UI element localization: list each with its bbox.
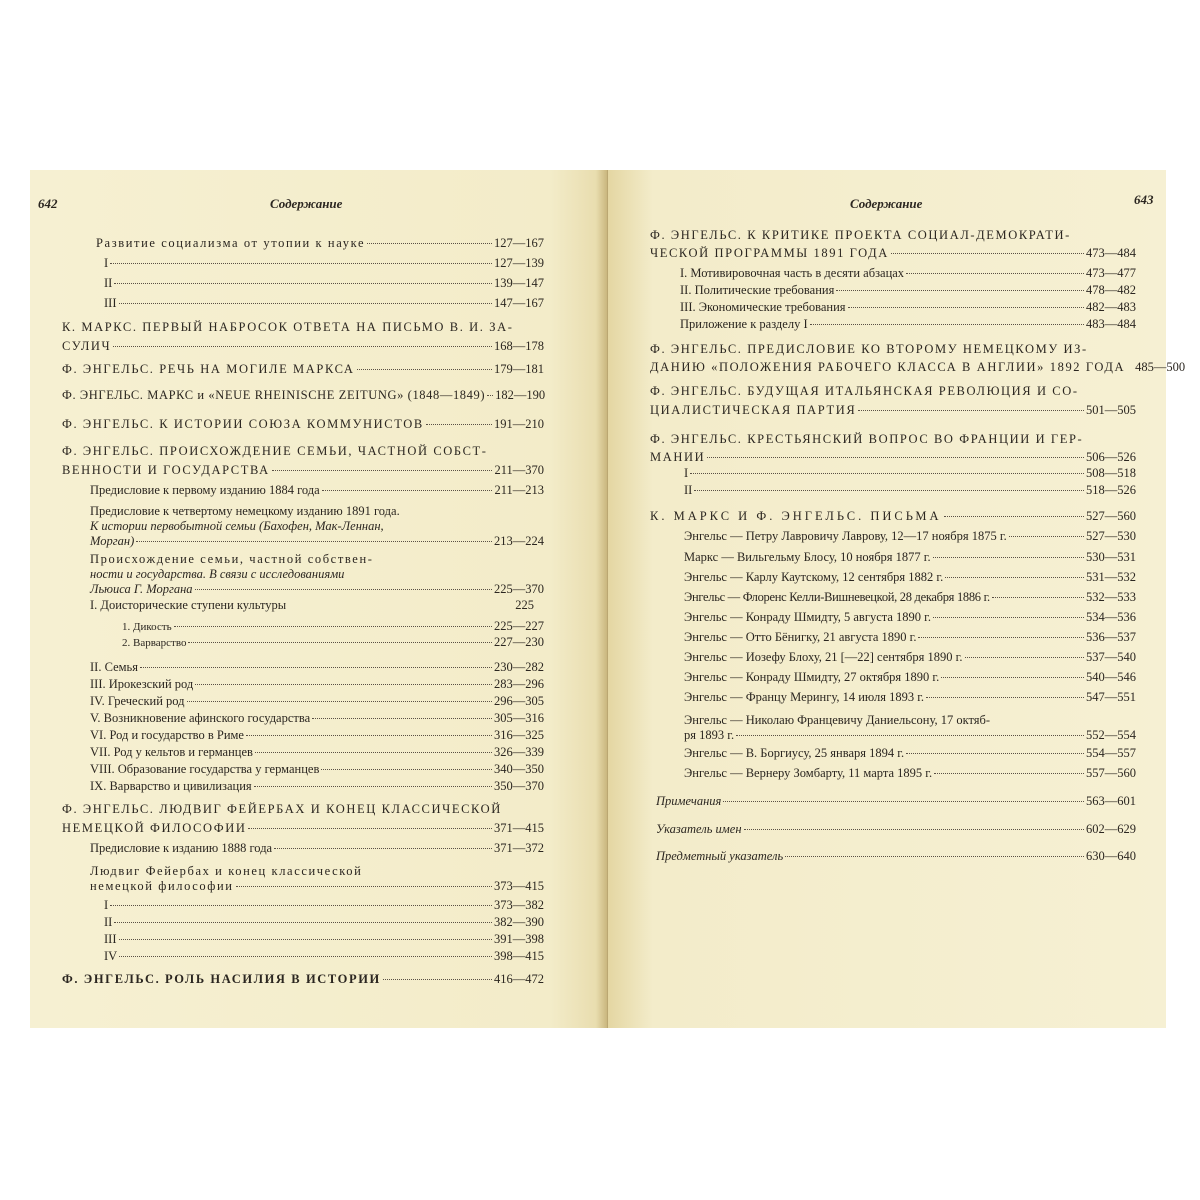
toc-entry: Энгельс — Николаю Францевичу Даниельсону, 17 октяб- ря 1893 г. 552—554 — [684, 713, 1136, 742]
toc-entry: Приложение к разделу I 483—484 — [680, 317, 1136, 331]
toc-entry: Ф. ЭНГЕЛЬС. К КРИТИКЕ ПРОЕКТА СОЦИАЛ-ДЕМОКРАТИ- ЧЕСКОЙ ПРОГРАММЫ 1891 ГОДА 473—484 — [650, 228, 1136, 260]
toc-entry: К. МАРКС И Ф. ЭНГЕЛЬС. ПИСЬМА 527—560 — [650, 509, 1136, 523]
toc-entry: IX. Варварство и цивилизация 350—370 — [90, 779, 544, 793]
toc-entry: I. Доисторические ступени культуры 225 — [90, 598, 534, 612]
toc-entry: II 518—526 — [684, 483, 1136, 497]
toc-entry: Ф. ЭНГЕЛЬС. РОЛЬ НАСИЛИЯ В ИСТОРИИ 416—472 — [62, 972, 544, 986]
toc-entry: Ф. ЭНГЕЛЬС. БУДУЩАЯ ИТАЛЬЯНСКАЯ РЕВОЛЮЦИЯ И СО- ЦИАЛИСТИЧЕСКАЯ ПАРТИЯ 501—505 — [650, 384, 1136, 417]
toc-entry: Маркс — Вильгельму Блосу, 10 ноября 1877 г. 530—531 — [684, 550, 1136, 564]
toc-entry: VI. Род и государство в Риме 316—325 — [90, 728, 544, 742]
toc-entry: Энгельс — Иозефу Блоху, 21 [—22] сентября 1890 г. 537—540 — [684, 650, 1136, 664]
toc-entry: III 391—398 — [104, 932, 544, 946]
running-header-left: Содержание — [270, 196, 343, 211]
toc-entry: Ф. ЭНГЕЛЬС. ЛЮДВИГ ФЕЙЕРБАХ И КОНЕЦ КЛАССИЧЕСКОЙ НЕМЕЦКОЙ ФИЛОСОФИИ 371—415 — [62, 802, 544, 835]
toc-entry: VII. Род у кельтов и германцев 326—339 — [90, 745, 544, 759]
toc-entry: I 373—382 — [104, 898, 544, 912]
toc-entry: Энгельс — Карлу Каутскому, 12 сентября 1882 г. 531—532 — [684, 570, 1136, 584]
toc-entry: I. Мотивировочная часть в десяти абзацах 473—477 — [680, 266, 1136, 280]
toc-entry: I 508—518 — [684, 466, 1136, 480]
toc-entry: Людвиг Фейербах и конец классической немецкой философии 373—415 — [90, 864, 544, 893]
toc-entry: Предисловие к четвертому немецкому изданию 1891 года. К истории первобытной семьи (Бахофен, Мак-Леннан, Морган) 213—224 — [90, 504, 544, 548]
toc-entry: Ф. ЭНГЕЛЬС. ПРОИСХОЖДЕНИЕ СЕМЬИ, ЧАСТНОЙ СОБСТ- ВЕННОСТИ И ГОСУДАРСТВА 211—370 — [62, 444, 544, 477]
toc-entry: V. Возникновение афинского государства 305—316 — [90, 711, 544, 725]
right-page — [608, 170, 1186, 1028]
toc-entry: Энгельс — Отто Бёнигку, 21 августа 1890 г. 536—537 — [684, 630, 1136, 644]
toc-entry: Происхождение семьи, частной собствен- ности и государства. В связи с исследованиями Льюиса Г. Моргана 225—370 — [90, 552, 544, 596]
toc-entry: Энгельс — Петру Лавровичу Лаврову, 12—17 ноября 1875 г. 527—530 — [684, 529, 1136, 543]
toc-entry: Энгельс — Францу Мерингу, 14 июля 1893 г. 547—551 — [684, 690, 1136, 704]
toc-entry: II 139—147 — [104, 276, 544, 290]
left-page — [30, 170, 608, 1028]
toc-entry: Ф. ЭНГЕЛЬС. ПРЕДИСЛОВИЕ КО ВТОРОМУ НЕМЕЦКОМУ ИЗ- ДАНИЮ «ПОЛОЖЕНИЯ РАБОЧЕГО КЛАССА В АНГЛИИ» 1892 ГОДА 485—500 — [650, 342, 1186, 374]
toc-entry: Указатель имен 602—629 — [656, 822, 1136, 836]
toc-entry: Энгельс — Флоренс Келли-Вишневецкой, 28 декабря 1886 г. 532—533 — [684, 590, 1136, 604]
toc-entry: Предметный указатель 630—640 — [656, 849, 1136, 863]
toc-entry: Предисловие к изданию 1888 года 371—372 — [90, 841, 544, 855]
toc-entry: Предисловие к первому изданию 1884 года 211—213 — [90, 483, 544, 497]
toc-entry: К. МАРКС. ПЕРВЫЙ НАБРОСОК ОТВЕТА НА ПИСЬМО В. И. ЗА- СУЛИЧ 168—178 — [62, 320, 544, 353]
page-number-right: 643 — [1134, 192, 1154, 207]
toc-entry: I 127—139 — [104, 256, 544, 270]
running-header-right: Содержание — [850, 196, 923, 211]
toc-entry: Энгельс — Вернеру Зомбарту, 11 марта 1895 г. 557—560 — [684, 766, 1136, 780]
toc-entry: 1. Дикость 225—227 — [122, 619, 544, 633]
page-number-left: 642 — [38, 196, 58, 211]
toc-entry: Развитие социализма от утопии к науке 127—167 — [96, 236, 544, 250]
toc-entry: Ф. ЭНГЕЛЬС. МАРКС и «NEUE RHEINISCHE ZEITUNG» (1848—1849) 182—190 — [62, 388, 546, 402]
toc-entry: III. Ирокезский род 283—296 — [90, 677, 544, 691]
toc-entry: II. Семья 230—282 — [90, 660, 544, 674]
open-book — [30, 170, 1186, 1028]
toc-entry: Энгельс — В. Боргиусу, 25 января 1894 г. 554—557 — [684, 746, 1136, 760]
toc-entry: IV. Греческий род 296—305 — [90, 694, 544, 708]
toc-entry: II. Политические требования 478—482 — [680, 283, 1136, 297]
toc-entry: Примечания 563—601 — [656, 794, 1136, 808]
toc-entry: III. Экономические требования 482—483 — [680, 300, 1136, 314]
toc-entry: Ф. ЭНГЕЛЬС. К ИСТОРИИ СОЮЗА КОММУНИСТОВ 191—210 — [62, 417, 544, 431]
toc-entry: II 382—390 — [104, 915, 544, 929]
toc-entry: IV 398—415 — [104, 949, 544, 963]
toc-entry: Ф. ЭНГЕЛЬС. РЕЧЬ НА МОГИЛЕ МАРКСА 179—181 — [62, 362, 544, 376]
toc-entry: Энгельс — Конраду Шмидту, 5 августа 1890 г. 534—536 — [684, 610, 1136, 624]
toc-entry: VIII. Образование государства у германцев 340—350 — [90, 762, 544, 776]
toc-entry: 2. Варварство 227—230 — [122, 635, 544, 649]
toc-entry: Ф. ЭНГЕЛЬС. КРЕСТЬЯНСКИЙ ВОПРОС ВО ФРАНЦИИ И ГЕР- МАНИИ 506—526 — [650, 432, 1136, 464]
toc-entry: Энгельс — Конраду Шмидту, 27 октября 1890 г. 540—546 — [684, 670, 1136, 684]
toc-entry: III 147—167 — [104, 296, 544, 310]
